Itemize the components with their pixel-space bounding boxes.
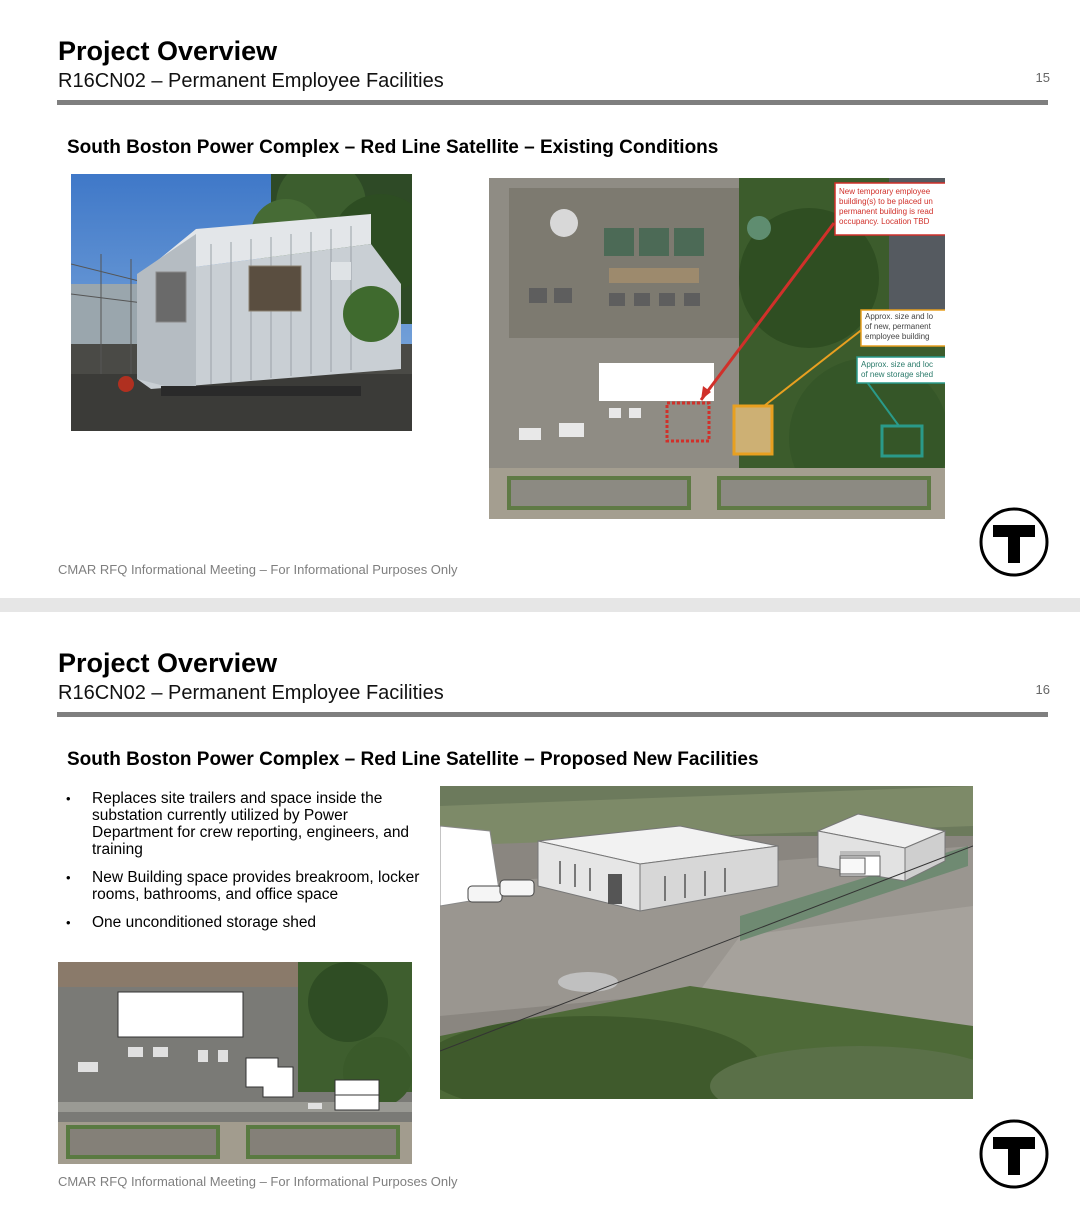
- title-rule: [57, 100, 1048, 105]
- slide-separator: [0, 598, 1080, 612]
- slide-subtitle: R16CN02 – Permanent Employee Facilities: [58, 70, 444, 92]
- bullet-item: [62, 914, 432, 931]
- aerial-proposed-plan: [58, 962, 412, 1164]
- callout-permanent-line-1: Approx. size and lo: [865, 312, 934, 321]
- slide-title: Project Overview: [58, 648, 278, 678]
- page-number: 16: [1035, 682, 1050, 697]
- section-heading: South Boston Power Complex – Red Line Satellite – Existing Conditions: [67, 137, 719, 158]
- trailer-photo: [71, 174, 412, 431]
- bullet-icon: •: [66, 791, 71, 806]
- page-number: 15: [1035, 70, 1050, 85]
- title-rule: [57, 712, 1048, 717]
- callout-temporary-line-1: New temporary employee: [839, 187, 931, 196]
- bullet-icon: •: [66, 915, 71, 930]
- callout-permanent-line-3: employee building: [865, 332, 930, 341]
- slide-15: [0, 0, 1080, 598]
- slide-title: Project Overview: [58, 36, 278, 66]
- bullet-text: New Building space provides breakroom, locker rooms, bathrooms, and office space: [92, 869, 420, 903]
- bullet-icon: •: [66, 870, 71, 885]
- callout-temporary-line-4: occupancy. Location TBD: [839, 217, 930, 226]
- mbta-t-logo-icon: [979, 1119, 1049, 1189]
- slide-footer: CMAR RFQ Informational Meeting – For Informational Purposes Only: [58, 1174, 458, 1189]
- callout-temporary-line-2: building(s) to be placed un: [839, 197, 933, 206]
- slide-16: [0, 612, 1080, 1210]
- bullet-list: [62, 790, 432, 942]
- callout-storage-line-2: of new storage shed: [861, 370, 934, 379]
- bullet-item: [62, 790, 432, 858]
- slide-subtitle: R16CN02 – Permanent Employee Facilities: [58, 682, 444, 704]
- callout-temporary-line-3: permanent building is read: [839, 207, 934, 216]
- section-heading: South Boston Power Complex – Red Line Satellite – Proposed New Facilities: [67, 749, 759, 770]
- slide-footer: CMAR RFQ Informational Meeting – For Informational Purposes Only: [58, 562, 458, 577]
- callout-storage-line-1: Approx. size and loc: [861, 360, 934, 369]
- mbta-t-logo-icon: [979, 507, 1049, 577]
- proposed-building-rendering: [440, 786, 973, 1099]
- aerial-site-plan: [489, 178, 945, 519]
- bullet-text: Replaces site trailers and space inside the substation currently utilized by Power Department for crew reporting, engineers, and training: [92, 790, 410, 858]
- callout-permanent-line-2: of new, permanent: [865, 322, 931, 331]
- bullet-text: One unconditioned storage shed: [92, 914, 317, 931]
- bullet-item: [62, 869, 432, 903]
